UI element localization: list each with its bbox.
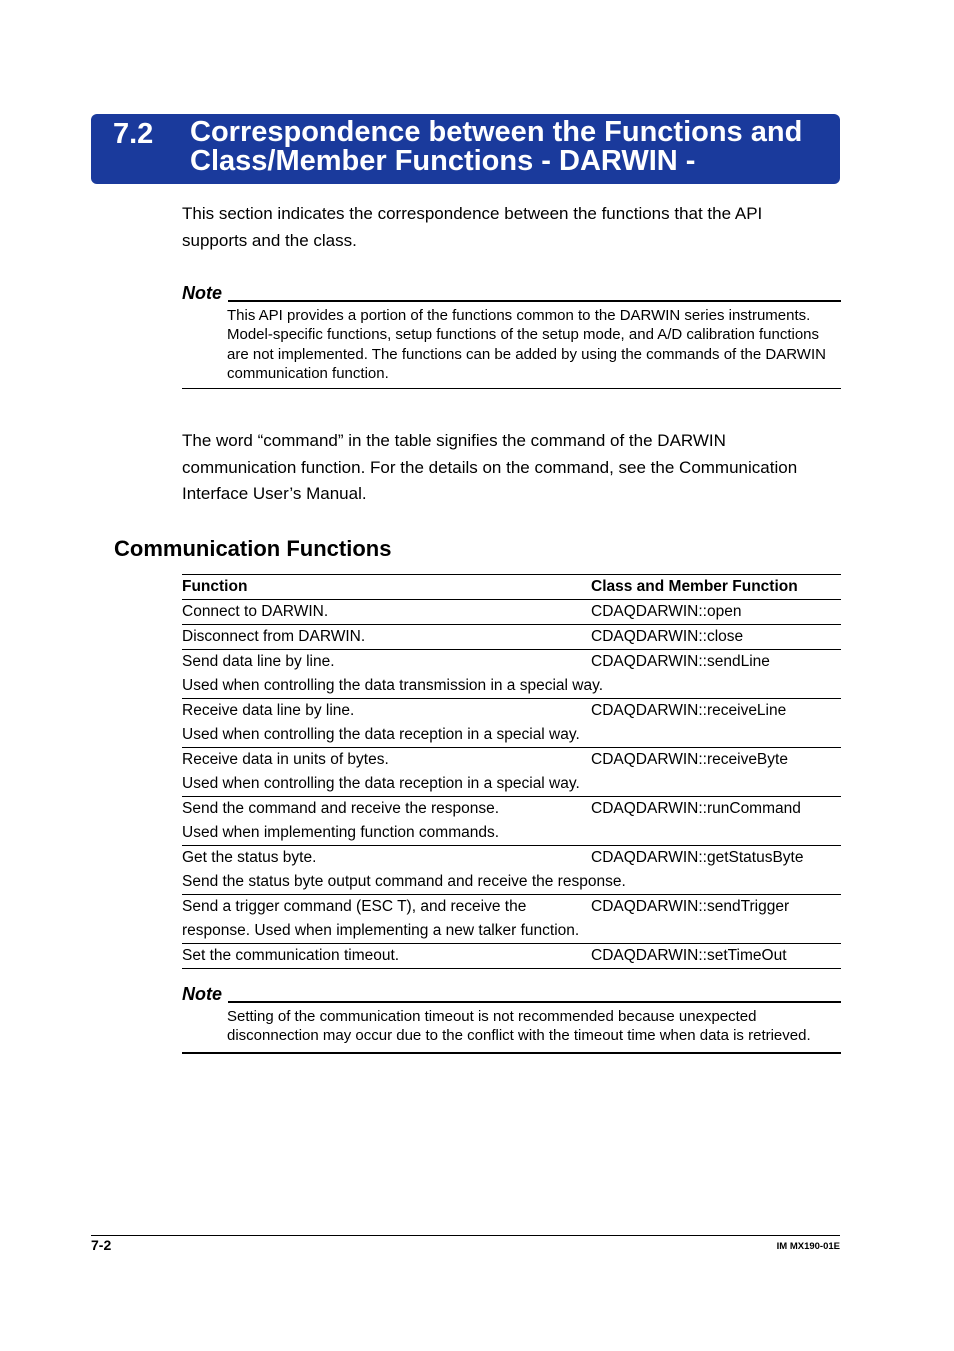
- detail-cell: Used when controlling the data reception in a special way.: [182, 775, 580, 792]
- note-box: [182, 984, 841, 1054]
- function-cell: Send the command and receive the response.: [182, 800, 500, 817]
- column-header-member: Class and Member Function: [591, 578, 798, 595]
- functions-table: [182, 574, 841, 969]
- page-number: 7-2: [91, 1237, 112, 1253]
- member-cell: CDAQDARWIN::getStatusByte: [591, 849, 804, 866]
- section-title: Correspondence between the Functions and Class/Member Functions - DARWIN -: [190, 116, 803, 177]
- member-cell: CDAQDARWIN::sendTrigger: [591, 898, 790, 915]
- divider: [182, 1052, 841, 1054]
- divider: [228, 1001, 841, 1003]
- column-header-function: Function: [182, 578, 248, 595]
- function-cell: Connect to DARWIN.: [182, 603, 329, 620]
- intro-text: This section indicates the correspondence between the functions that the API supports and the class.: [182, 204, 763, 250]
- detail-cell: Used when controlling the data reception in a special way.: [182, 726, 580, 743]
- detail-cell: response. Used when implementing a new talker function.: [182, 922, 580, 939]
- function-cell: Receive data in units of bytes.: [182, 751, 389, 768]
- note-text: This API provides a portion of the functions common to the DARWIN series instruments. Model-specific functions, setup functions of the setup mode, and A/D calibration functions are not implemented. The functions can be added by using the commands of the DARWIN communication function.: [227, 307, 826, 382]
- function-cell: Send a trigger command (ESC T), and receive the: [182, 898, 527, 915]
- section-banner: [91, 114, 840, 184]
- table-row: [182, 600, 841, 625]
- table-row: [182, 944, 841, 969]
- table-row: [182, 699, 841, 748]
- section-number: 7.2: [113, 118, 154, 150]
- member-cell: CDAQDARWIN::close: [591, 628, 744, 645]
- function-cell: Set the communication timeout.: [182, 947, 400, 964]
- table-row: [182, 650, 841, 699]
- member-cell: CDAQDARWIN::receiveLine: [591, 702, 787, 719]
- detail-cell: Send the status byte output command and receive the response.: [182, 873, 626, 890]
- member-cell: CDAQDARWIN::open: [591, 603, 742, 620]
- table-header-row: [182, 575, 841, 600]
- detail-cell: Used when controlling the data transmission in a special way.: [182, 677, 604, 694]
- table-row: [182, 846, 841, 895]
- body-paragraph: The word “command” in the table signifies the command of the DARWIN communication function. For the details on the command, see the Communication Interface User’s Manual.: [182, 431, 798, 504]
- member-cell: CDAQDARWIN::receiveByte: [591, 751, 788, 768]
- note-label: Note: [182, 984, 222, 1004]
- member-cell: CDAQDARWIN::runCommand: [591, 800, 801, 817]
- divider: [228, 300, 841, 302]
- document-code: IM MX190-01E: [776, 1241, 840, 1252]
- function-cell: Get the status byte.: [182, 849, 317, 866]
- member-cell: CDAQDARWIN::setTimeOut: [591, 947, 787, 964]
- detail-cell: Used when implementing function commands.: [182, 824, 500, 841]
- note-text: Setting of the communication timeout is not recommended because unexpected disconnection may occur due to the conflict with the timeout time when data is retrieved.: [227, 1008, 811, 1045]
- note-box: [182, 283, 841, 389]
- member-cell: CDAQDARWIN::sendLine: [591, 653, 770, 670]
- table-row: [182, 797, 841, 846]
- table-row: [182, 748, 841, 797]
- note-label: Note: [182, 283, 222, 303]
- footer-divider: [91, 1235, 840, 1236]
- divider: [182, 388, 841, 389]
- function-cell: Receive data line by line.: [182, 702, 355, 719]
- function-cell: Disconnect from DARWIN.: [182, 628, 366, 645]
- table-row: [182, 625, 841, 650]
- subsection-heading: Communication Functions: [114, 536, 392, 561]
- table-row: [182, 895, 841, 944]
- function-cell: Send data line by line.: [182, 653, 335, 670]
